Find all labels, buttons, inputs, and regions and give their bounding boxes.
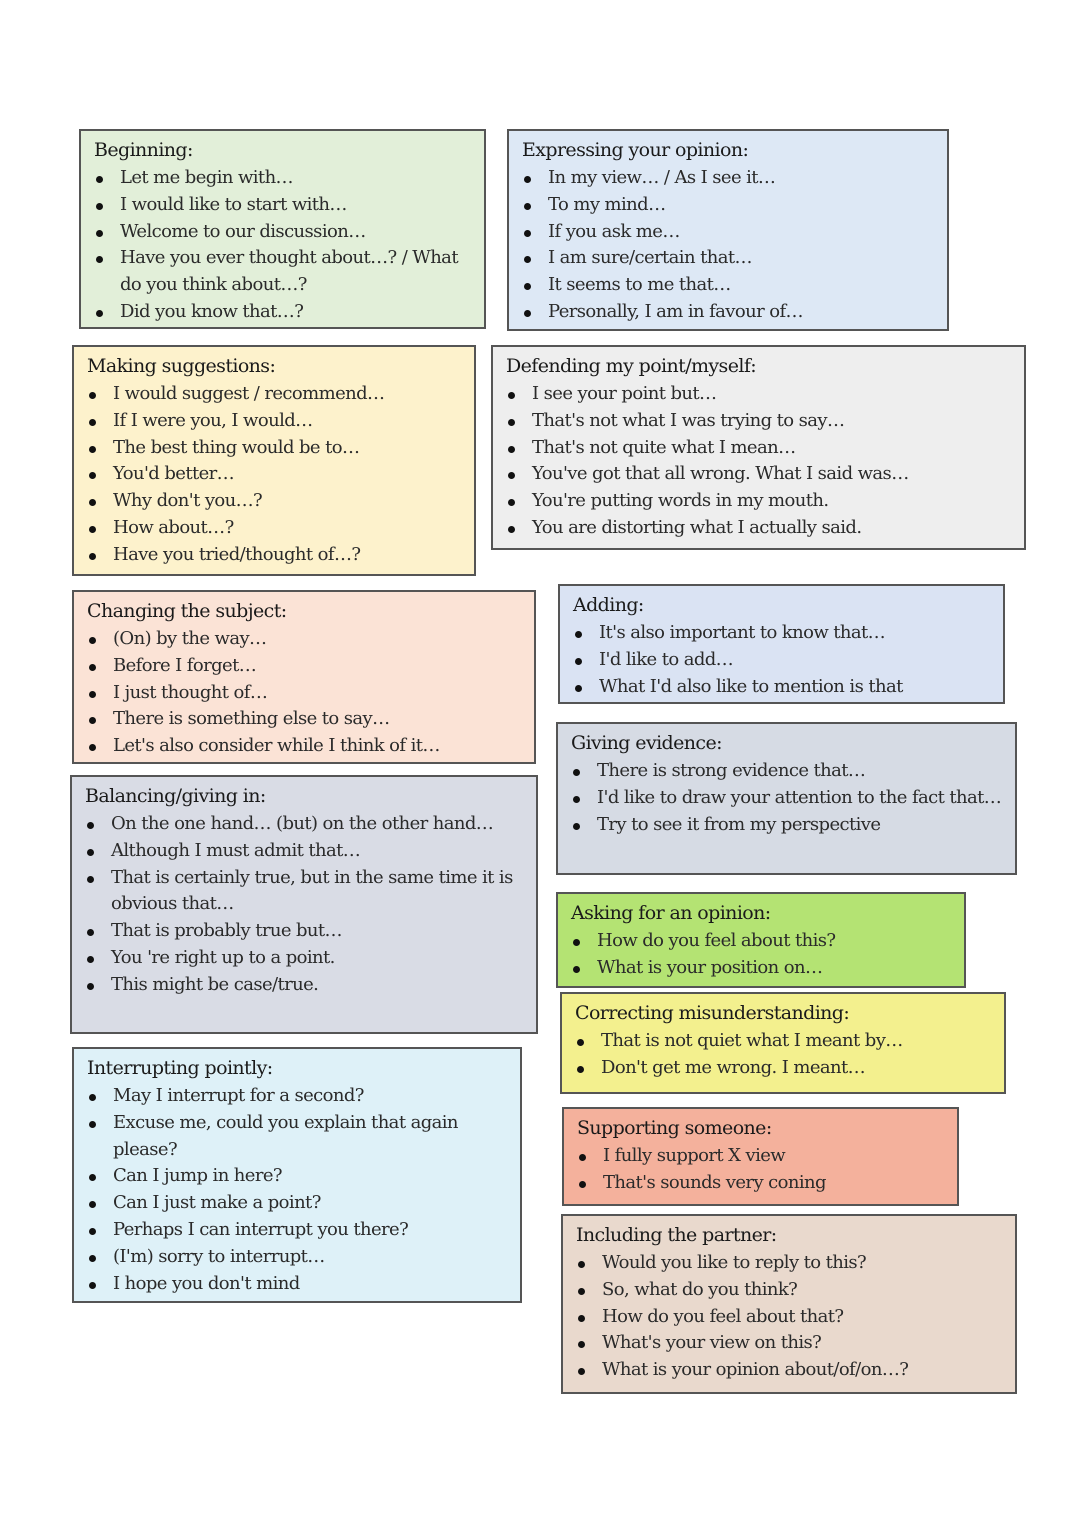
phrase-item [506, 515, 1012, 542]
bullet-icon [524, 283, 531, 290]
section-title: Correcting misunderstanding: [575, 1002, 850, 1024]
phrase-text: I would like to start with… [120, 193, 347, 215]
phrase-item [506, 408, 1012, 435]
phrase-text: How do you feel about this? [597, 930, 836, 951]
bullet-icon [89, 526, 96, 533]
phrase-item [87, 1083, 508, 1110]
phrase-item [522, 192, 935, 219]
bullet-icon [578, 1368, 585, 1375]
section-asking-opinion [556, 892, 966, 988]
phrase-list [506, 381, 1012, 542]
phrase-item [576, 1277, 1003, 1304]
phrase-text: Welcome to our discussion… [120, 220, 366, 242]
phrase-item [506, 488, 1012, 515]
phrase-text: Although I must admit that… [111, 839, 361, 861]
bullet-icon [524, 230, 531, 237]
phrase-item [85, 838, 524, 865]
phrase-item [87, 381, 462, 408]
bullet-icon [89, 1174, 96, 1181]
bullet-icon [89, 392, 96, 399]
phrase-item [87, 435, 462, 462]
phrase-item [576, 1250, 1003, 1277]
phrase-item [87, 515, 462, 542]
phrase-text: Did you know that…? [120, 300, 304, 322]
bullet-icon [89, 1228, 96, 1235]
phrase-item [85, 945, 524, 972]
phrase-text: That's not quite what I mean… [532, 436, 796, 458]
bullet-icon [96, 256, 103, 263]
bullet-icon [508, 446, 515, 453]
phrase-item [522, 272, 935, 299]
bullet-icon [579, 1154, 586, 1161]
phrase-text: In my view… / As I see it… [548, 167, 776, 188]
phrase-list [87, 626, 522, 760]
bullet-icon [524, 176, 531, 183]
phrase-text: Let's also consider while I think of it… [113, 735, 440, 757]
bullet-icon [89, 1201, 96, 1208]
section-title: Expressing your opinion: [522, 139, 749, 161]
phrase-text: Can I jump in here? [113, 1165, 282, 1187]
phrase-text: That's sounds very coning [603, 1171, 826, 1193]
phrase-item [87, 1244, 508, 1271]
section-title: Interrupting pointly: [87, 1057, 273, 1079]
bullet-icon [89, 1121, 96, 1128]
section-giving-evidence [556, 722, 1017, 875]
phrase-text: Don't get me wrong. I meant… [601, 1056, 866, 1078]
phrase-item [571, 928, 952, 955]
phrase-text: May I interrupt for a second? [113, 1085, 364, 1106]
bullet-icon [87, 956, 94, 963]
phrase-text: That is not quiet what I meant by… [601, 1030, 903, 1051]
bullet-icon [524, 256, 531, 263]
bullet-icon [87, 929, 94, 936]
section-adding [558, 584, 1005, 704]
phrase-list [94, 165, 472, 326]
bullet-icon [575, 658, 582, 665]
bullet-icon [89, 664, 96, 671]
phrase-text: I see your point but… [532, 383, 717, 404]
phrase-item [573, 647, 991, 674]
phrase-item [522, 299, 935, 326]
bullet-icon [575, 631, 582, 638]
phrase-text: There is strong evidence that… [597, 760, 866, 781]
phrase-text: What is your position on… [597, 956, 823, 978]
phrase-text: Would you like to reply to this? [602, 1252, 867, 1273]
section-expressing-opinion [507, 129, 949, 331]
bullet-icon [573, 769, 580, 776]
section-balancing [70, 775, 538, 1034]
phrase-item [87, 1217, 508, 1244]
section-including-partner [561, 1214, 1017, 1394]
phrase-text: So, what do you think? [602, 1278, 798, 1300]
phrase-text: I'd like to draw your attention to the fact that… [597, 786, 1002, 808]
phrase-item [571, 758, 1003, 785]
bullet-icon [573, 966, 580, 973]
section-correcting [560, 992, 1006, 1094]
phrase-list [571, 928, 952, 982]
phrase-item [506, 435, 1012, 462]
section-title: Beginning: [94, 139, 193, 161]
phrase-text: Have you tried/thought of…? [113, 543, 361, 565]
phrase-list [87, 381, 462, 569]
bullet-icon [573, 939, 580, 946]
bullet-icon [573, 796, 580, 803]
phrase-item [87, 488, 462, 515]
section-supporting [562, 1107, 959, 1206]
bullet-icon [89, 744, 96, 751]
phrase-text: I hope you don't mind [113, 1272, 300, 1294]
phrase-list [87, 1083, 508, 1297]
phrase-text: On the one hand… (but) on the other hand… [111, 813, 494, 834]
phrase-item [94, 299, 472, 326]
section-interrupting [72, 1047, 522, 1303]
section-beginning [79, 129, 486, 329]
phrase-text: If you ask me… [548, 220, 680, 242]
phrase-item [87, 408, 462, 435]
bullet-icon [578, 1261, 585, 1268]
phrase-text: How do you feel about that? [602, 1305, 844, 1327]
phrase-item [87, 733, 522, 760]
bullet-icon [89, 1282, 96, 1289]
phrase-text: If I were you, I would… [113, 409, 313, 431]
phrase-text: I fully support X view [603, 1145, 786, 1166]
section-title: Supporting someone: [577, 1117, 772, 1139]
bullet-icon [89, 1094, 96, 1101]
bullet-icon [578, 1315, 585, 1322]
phrase-text: I am sure/certain that… [548, 247, 752, 269]
bullet-icon [89, 717, 96, 724]
phrase-text: (On) by the way… [113, 628, 267, 649]
phrase-text: It's also important to know that… [599, 622, 886, 643]
bullet-icon [87, 822, 94, 829]
phrase-text: This might be case/true. [111, 973, 319, 995]
phrase-text: To my mind… [548, 193, 666, 215]
phrase-text: I would suggest / recommend… [113, 383, 385, 404]
phrase-list [576, 1250, 1003, 1384]
bullet-icon [524, 203, 531, 210]
phrase-text: Why don't you…? [113, 490, 263, 512]
phrase-item [87, 1271, 508, 1298]
bullet-icon [508, 392, 515, 399]
bullet-icon [577, 1039, 584, 1046]
bullet-icon [96, 230, 103, 237]
phrase-item [506, 381, 1012, 408]
phrase-text: Let me begin with… [120, 167, 293, 188]
section-defending [491, 345, 1026, 550]
phrase-text: What's your view on this? [602, 1332, 822, 1354]
phrase-item [87, 1190, 508, 1217]
section-title: Balancing/giving in: [85, 785, 266, 807]
bullet-icon [577, 1066, 584, 1073]
phrase-item [575, 1055, 992, 1082]
phrase-text: That is certainly true, but in the same time it is obvious that… [111, 866, 513, 915]
phrase-item [573, 674, 991, 701]
bullet-icon [575, 685, 582, 692]
bullet-icon [89, 472, 96, 479]
phrase-item [85, 972, 524, 999]
phrase-text: (I'm) sorry to interrupt… [113, 1245, 325, 1267]
phrase-text: I just thought of… [113, 681, 268, 703]
bullet-icon [89, 446, 96, 453]
phrase-item [576, 1330, 1003, 1357]
phrase-text: You 're right up to a point. [111, 946, 335, 968]
phrase-item [85, 865, 524, 919]
section-title: Asking for an opinion: [571, 902, 771, 924]
phrase-text: What I'd also like to mention is that [599, 675, 903, 697]
phrase-item [87, 706, 522, 733]
bullet-icon [96, 176, 103, 183]
phrase-item [522, 245, 935, 272]
bullet-icon [96, 203, 103, 210]
phrase-text: I'd like to add… [599, 648, 734, 670]
phrase-item [94, 165, 472, 192]
phrase-item [87, 542, 462, 569]
section-title: Defending my point/myself: [506, 355, 757, 377]
phrase-item [576, 1357, 1003, 1384]
phrase-item [85, 918, 524, 945]
phrase-list [577, 1143, 945, 1197]
section-title: Adding: [573, 594, 644, 616]
phrase-text: That's not what I was trying to say… [532, 409, 845, 431]
phrase-text: You are distorting what I actually said. [532, 516, 862, 538]
bullet-icon [508, 419, 515, 426]
phrase-text: Excuse me, could you explain that again please? [113, 1111, 458, 1160]
section-making-suggestions [72, 345, 476, 576]
phrase-item [94, 245, 472, 299]
phrase-item [575, 1028, 992, 1055]
phrase-text: You're putting words in my mouth. [532, 490, 829, 512]
phrase-text: Before I forget… [113, 654, 257, 676]
phrase-item [87, 1163, 508, 1190]
phrase-text: It seems to me that… [548, 274, 731, 296]
bullet-icon [87, 849, 94, 856]
phrase-text: How about…? [113, 516, 234, 538]
phrase-list [85, 811, 524, 999]
phrase-text: Try to see it from my perspective [597, 813, 881, 835]
phrase-item [94, 219, 472, 246]
phrase-text: Have you ever thought about…? / What do you think about…? [120, 247, 458, 296]
phrase-text: Can I just make a point? [113, 1192, 321, 1214]
phrase-item [571, 812, 1003, 839]
bullet-icon [578, 1288, 585, 1295]
phrase-item [506, 461, 1012, 488]
section-title: Including the partner: [576, 1224, 777, 1246]
phrase-text: You'd better… [113, 463, 235, 485]
bullet-icon [89, 553, 96, 560]
bullet-icon [508, 472, 515, 479]
phrase-item [85, 811, 524, 838]
bullet-icon [89, 499, 96, 506]
phrase-list [573, 620, 991, 700]
bullet-icon [89, 1255, 96, 1262]
section-title: Changing the subject: [87, 600, 287, 622]
bullet-icon [578, 1341, 585, 1348]
bullet-icon [508, 499, 515, 506]
phrase-list [522, 165, 935, 326]
phrase-text: There is something else to say… [113, 708, 390, 730]
phrase-item [576, 1304, 1003, 1331]
phrase-list [571, 758, 1003, 838]
phrase-item [87, 653, 522, 680]
phrase-text: The best thing would be to… [113, 436, 360, 458]
bullet-icon [508, 526, 515, 533]
phrase-item [577, 1143, 945, 1170]
phrase-item [573, 620, 991, 647]
phrase-item [577, 1170, 945, 1197]
phrase-item [571, 955, 952, 982]
bullet-icon [87, 983, 94, 990]
bullet-icon [89, 419, 96, 426]
phrase-item [571, 785, 1003, 812]
phrase-text: That is probably true but… [111, 920, 342, 942]
phrase-item [87, 626, 522, 653]
phrase-list [575, 1028, 992, 1082]
section-changing-subject [72, 590, 536, 764]
phrase-item [522, 165, 935, 192]
phrase-text: What is your opinion about/of/on…? [602, 1359, 909, 1381]
phrase-item [87, 461, 462, 488]
bullet-icon [524, 310, 531, 317]
section-title: Giving evidence: [571, 732, 722, 754]
phrase-text: Perhaps I can interrupt you there? [113, 1218, 409, 1240]
bullet-icon [579, 1181, 586, 1188]
bullet-icon [573, 823, 580, 830]
bullet-icon [96, 310, 103, 317]
phrase-text: Personally, I am in favour of… [548, 300, 803, 322]
phrase-item [522, 219, 935, 246]
phrase-item [87, 680, 522, 707]
phrase-item [94, 192, 472, 219]
bullet-icon [89, 691, 96, 698]
phrase-text: You've got that all wrong. What I said was… [532, 463, 909, 485]
bullet-icon [89, 637, 96, 644]
section-title: Making suggestions: [87, 355, 276, 377]
phrase-item [87, 1110, 508, 1164]
bullet-icon [87, 876, 94, 883]
